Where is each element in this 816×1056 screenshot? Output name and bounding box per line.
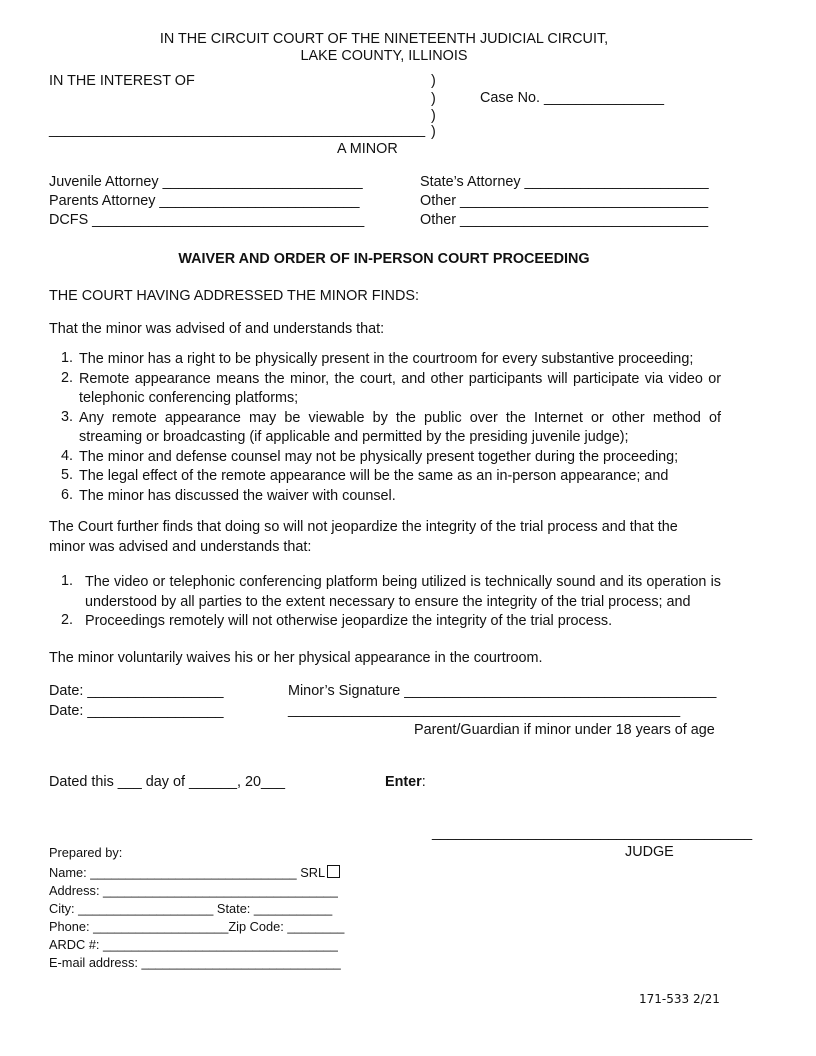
- enter-colon: :: [421, 774, 426, 790]
- further-findings: The Court further finds that doing so will not jeopardize the integrity of the trial process and that the minor was advised and understands that:: [49, 519, 678, 555]
- preparer-name-text: Name: _____________________________ SRL: [49, 865, 326, 880]
- prepared-by-label: Prepared by:: [49, 845, 123, 860]
- list-number: 1.: [61, 573, 74, 589]
- list-number: 4.: [61, 447, 74, 464]
- minor-name-line[interactable]: _______________________________________________: [49, 122, 426, 138]
- advised-intro: That the minor was advised of and understands that:: [49, 321, 385, 337]
- preparer-email-field[interactable]: E-mail address: ____________________________: [49, 955, 341, 970]
- list-text: The minor has a right to be physically present in the courtroom for every substantive proceeding;: [79, 351, 694, 367]
- list-text: Proceedings remotely will not otherwise jeopardize the integrity of the trial process.: [85, 613, 613, 629]
- court-heading-line1: IN THE CIRCUIT COURT OF THE NINETEENTH JUDICIAL CIRCUIT,: [159, 31, 609, 47]
- list-number: 2.: [61, 369, 74, 386]
- guardian-label: Parent/Guardian if minor under 18 years of age: [414, 722, 715, 738]
- caption-paren: ): [431, 91, 436, 107]
- list-item: [61, 467, 721, 487]
- preparer-ardc-field[interactable]: ARDC #: _________________________________: [49, 937, 338, 952]
- list-number: 6.: [61, 486, 74, 503]
- list-number: 3.: [61, 408, 74, 425]
- caption-paren: ): [431, 108, 436, 124]
- list-text: Any remote appearance may be viewable by the public over the Internet or other method of streaming or broadcasting (if applicable and permitted by the presiding juvenile judge);: [79, 409, 721, 445]
- list-item: [61, 487, 721, 507]
- minor-signature-field[interactable]: Minor’s Signature _______________________________________: [288, 683, 717, 699]
- preparer-address-field[interactable]: Address: _________________________________: [49, 883, 338, 898]
- srl-checkbox[interactable]: [327, 865, 340, 878]
- list-text: The minor has discussed the waiver with counsel.: [79, 487, 396, 504]
- preparer-city-state-field[interactable]: City: ___________________ State: ___________: [49, 901, 333, 916]
- list-number: 2.: [61, 612, 74, 628]
- list-text: The legal effect of the remote appearance will be the same as an in-person appearance; and: [79, 468, 669, 484]
- list-number: 5.: [61, 467, 74, 483]
- caption-paren: ): [431, 124, 436, 140]
- document-title: WAIVER AND ORDER OF IN-PERSON COURT PROCEEDING: [178, 251, 590, 267]
- list-item: [61, 573, 721, 612]
- list-item: [61, 409, 721, 448]
- list-item: [61, 370, 721, 409]
- juvenile-attorney-field[interactable]: Juvenile Attorney _________________________: [49, 174, 363, 190]
- a-minor-label: A MINOR: [337, 141, 398, 157]
- judge-signature-line[interactable]: ________________________________________: [432, 825, 753, 841]
- advisement-list: [61, 350, 721, 510]
- dated-this-field[interactable]: Dated this ___ day of ______, 20___: [49, 774, 286, 790]
- preparer-name-field[interactable]: [49, 865, 340, 880]
- date-field[interactable]: Date: _________________: [49, 703, 224, 719]
- findings-intro: THE COURT HAVING ADDRESSED THE MINOR FINDS:: [49, 288, 419, 304]
- caption-paren: ): [431, 73, 436, 89]
- list-text: Remote appearance means the minor, the court, and other participants will participate via video or telephonic conferencing platforms;: [79, 370, 721, 406]
- court-heading-line2: LAKE COUNTY, ILLINOIS: [300, 48, 468, 64]
- list-item: [61, 448, 721, 468]
- case-number-field[interactable]: Case No. _______________: [480, 90, 665, 106]
- interest-of-label: IN THE INTEREST OF: [49, 73, 195, 89]
- waiver-statement: The minor voluntarily waives his or her physical appearance in the courtroom.: [49, 650, 543, 666]
- list-item: [61, 612, 721, 632]
- guardian-signature-line[interactable]: _________________________________________________: [288, 702, 681, 718]
- other-party-field[interactable]: Other _______________________________: [420, 212, 709, 228]
- parents-attorney-field[interactable]: Parents Attorney _________________________: [49, 193, 360, 209]
- judge-label: JUDGE: [625, 844, 674, 860]
- platform-list: [61, 573, 721, 633]
- date-field[interactable]: Date: _________________: [49, 683, 224, 699]
- enter-word: Enter: [385, 774, 422, 790]
- states-attorney-field[interactable]: State’s Attorney _______________________: [420, 174, 709, 190]
- form-code: 171-533 2/21: [639, 992, 720, 1006]
- enter-label: [385, 774, 426, 791]
- list-text: The minor and defense counsel may not be physically present together during the proceeding;: [79, 448, 679, 465]
- list-item: [61, 350, 721, 370]
- dcfs-field[interactable]: DCFS __________________________________: [49, 212, 365, 228]
- list-text: The video or telephonic conferencing platform being utilized is technically sound and its operation is understood by all parties to the extent necessary to ensure the integrity of the trial process; and: [85, 574, 721, 610]
- other-party-field[interactable]: Other _______________________________: [420, 193, 709, 209]
- preparer-phone-zip-field[interactable]: Phone: ___________________Zip Code: ________: [49, 919, 345, 934]
- list-number: 1.: [61, 350, 74, 366]
